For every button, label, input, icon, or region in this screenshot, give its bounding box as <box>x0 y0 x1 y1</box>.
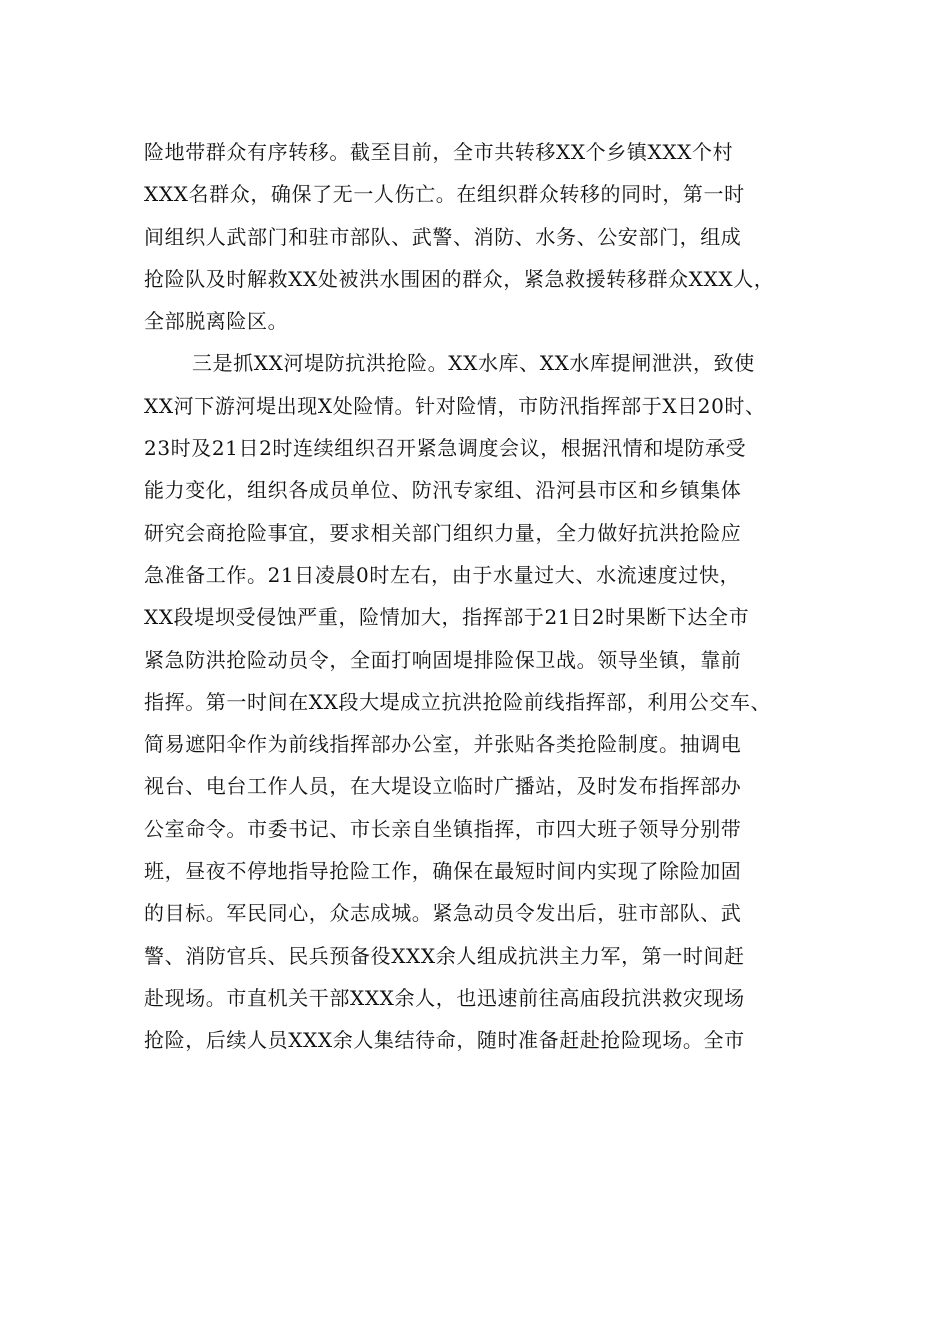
text-line: 23时及21日2时连续组织召开紧急调度会议，根据汛情和堤防承受 <box>144 436 747 461</box>
document-body <box>144 131 824 1062</box>
text-line: 的目标。军民同心，众志成城。紧急动员令发出后，驻市部队、武 <box>144 901 742 926</box>
text-line: XXX名群众，确保了无一人伤亡。在组织群众转移的同时，第一时 <box>144 182 745 207</box>
text-line: XX河下游河堤出现X处险情。针对险情，市防汛指挥部于X日20时、 <box>144 393 766 418</box>
text-line: 抢险，后续人员XXX余人集结待命，随时准备赶赴抢险现场。全市 <box>144 1028 745 1053</box>
text-line: 抢险队及时解救XX处被洪水围困的群众，紧急救援转移群众XXX人， <box>144 266 775 291</box>
text-line: 指挥。第一时间在XX段大堤成立抗洪抢险前线指挥部，利用公交车、 <box>144 689 772 714</box>
text-line: 警、消防官兵、民兵预备役XXX余人组成抗洪主力军，第一时间赶 <box>144 943 745 968</box>
text-line: 视台、电台工作人员，在大堤设立临时广播站，及时发布指挥部办 <box>144 774 742 799</box>
text-line: 赴现场。市直机关干部XXX余人，也迅速前往高庙段抗洪救灾现场 <box>144 985 745 1010</box>
paragraph-start-line: 三是抓XX河堤防抗洪抢险。XX水库、XX水库提闸泄洪，致使 <box>192 351 755 376</box>
text-line: 间组织人武部门和驻市部队、武警、消防、水务、公安部门，组成 <box>144 224 742 249</box>
text-line: 紧急防洪抢险动员令，全面打响固堤排险保卫战。领导坐镇，靠前 <box>144 647 742 672</box>
text-line: 研究会商抢险事宜，要求相关部门组织力量，全力做好抗洪抢险应 <box>144 520 742 545</box>
text-line: 能力变化，组织各成员单位、防汛专家组、沿河县市区和乡镇集体 <box>144 478 742 503</box>
text-line: 急准备工作。21日凌晨0时左右，由于水量过大、水流速度过快， <box>144 562 741 587</box>
text-line: XX段堤坝受侵蚀严重，险情加大，指挥部于21日2时果断下达全市 <box>144 605 750 630</box>
text-line: 全部脱离险区。 <box>144 309 289 334</box>
text-line: 公室命令。市委书记、市长亲自坐镇指挥，市四大班子领导分别带 <box>144 816 742 841</box>
text-line: 险地带群众有序转移。截至目前，全市共转移XX个乡镇XXX个村 <box>144 140 734 164</box>
text-line: 班，昼夜不停地指导抢险工作，确保在最短时间内实现了除险加固 <box>144 859 742 884</box>
text-line: 简易遮阳伞作为前线指挥部办公室，并张贴各类抢险制度。抽调电 <box>144 732 742 757</box>
